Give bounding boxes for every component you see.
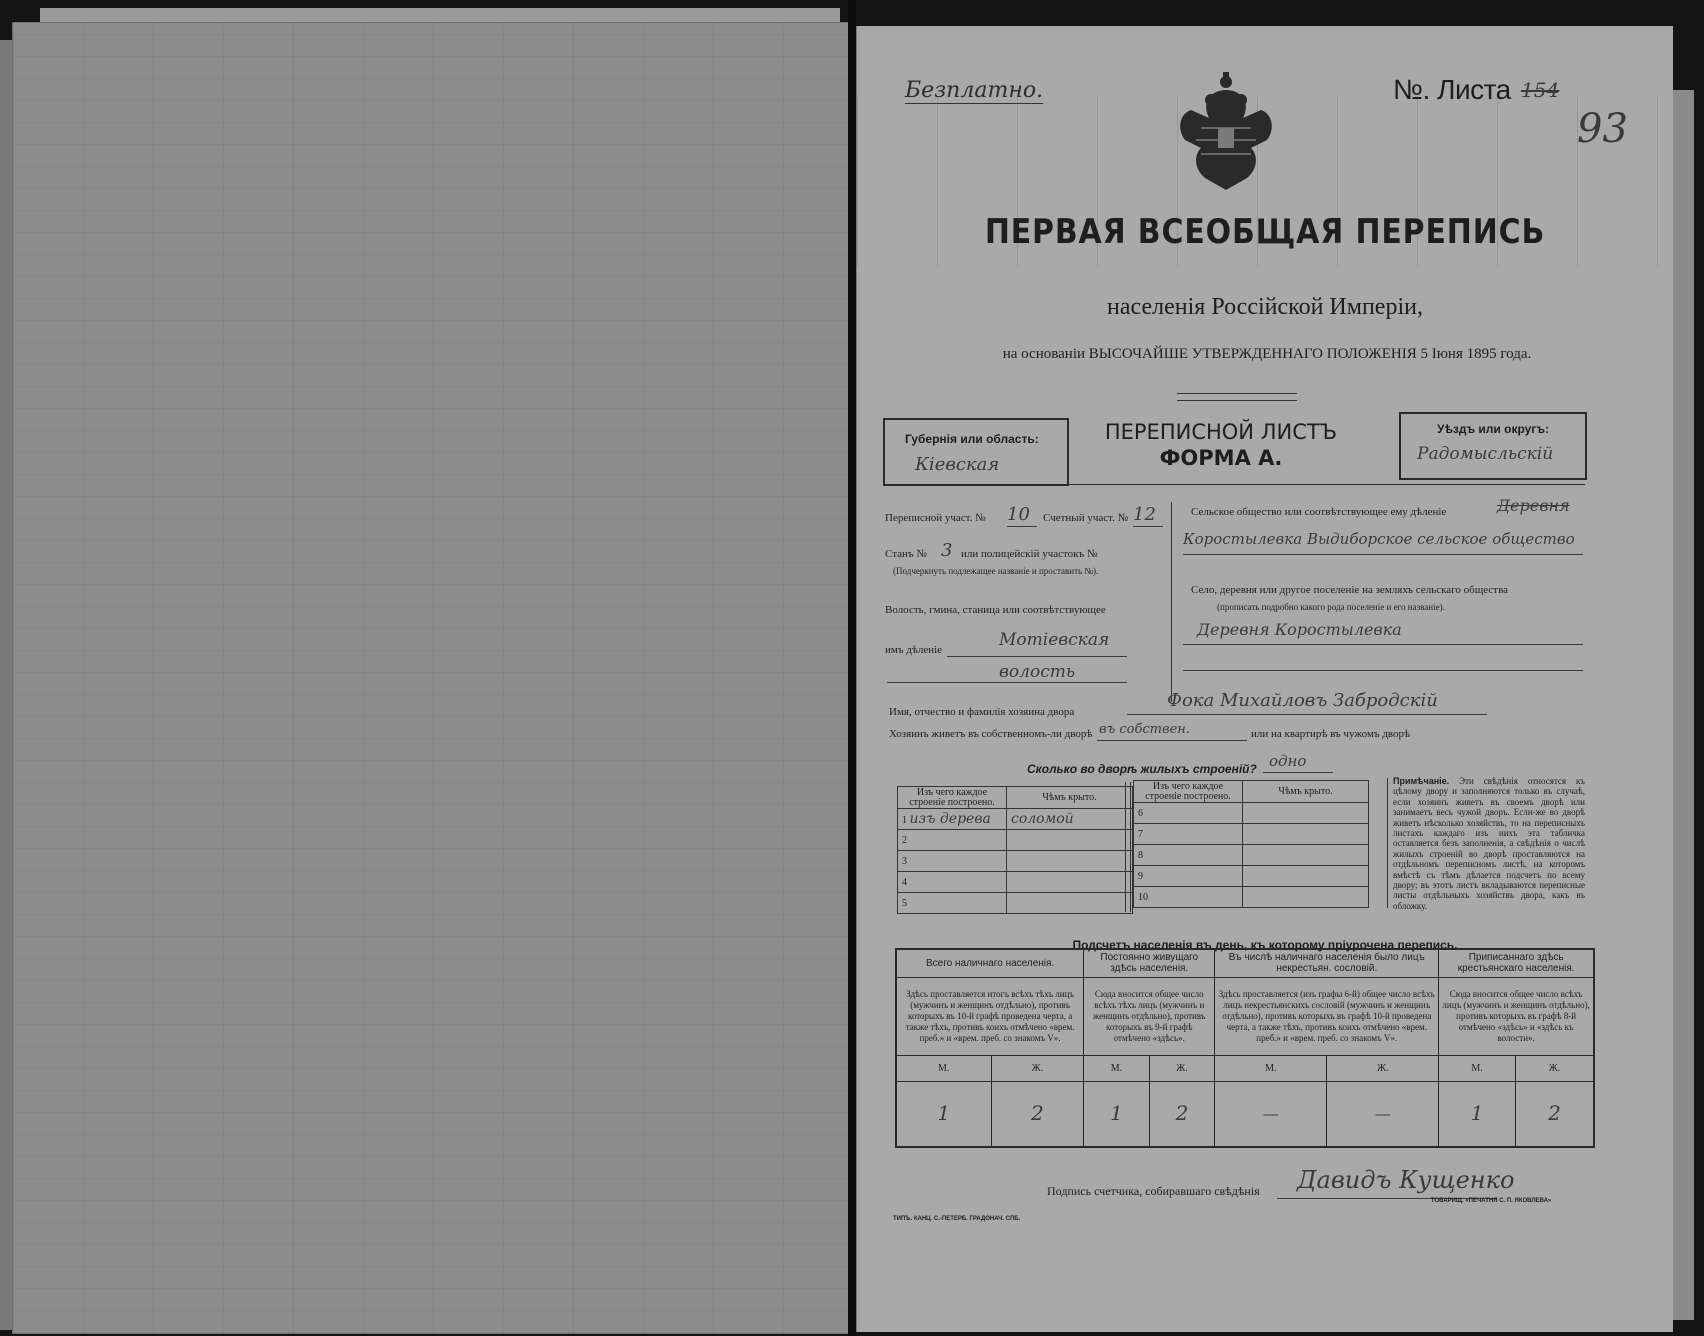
buildings-table-left	[897, 786, 1133, 914]
count-head-2: Постоянно живущаго здѣсь населенія.	[1084, 949, 1215, 977]
subtitle: населенія Россійской Имперіи,	[1107, 294, 1423, 320]
buildings-count-line	[1263, 772, 1333, 773]
census-section-label: Переписной участ. №	[885, 512, 986, 524]
count-m-label-3: М.	[1215, 1055, 1327, 1081]
volost-value: Мотіевская	[999, 630, 1110, 650]
society-value-struck: Деревня	[1497, 496, 1570, 515]
owner-name-label: Имя, отчество и фамилія хозяина двора	[889, 706, 1075, 718]
main-title: ПЕРВАЯ ВСЕОБЩАЯ ПЕРЕПИСЬ	[984, 212, 1546, 252]
note-block	[1393, 776, 1585, 911]
note-text: Эти свѣдѣнія относятся къ цѣлому двору и заполняются только въ случаѣ, если хозяинъ живетъ въ своемъ дворѣ или занимаетъ весь чужой дворъ. Если-же во дворѣ живетъ нѣсколько хозяйствъ, то на переписныхъ листахъ каждаго изъ нихъ эта табличка оставляется безъ заполненія, а свѣдѣнія о числѣ жилыхъ строеній во дворѣ проставляются на отдѣльномъ переписномъ листѣ, на которомъ вмѣстѣ съ тѣмъ дѣлается подсчетъ по всему двору; въ этотъ листъ вкладываются переписные листы отдѣльныхъ хозяйствъ двора, какъ въ обложку.	[1393, 776, 1586, 911]
table-row: 2	[898, 830, 1133, 851]
stan-note: (Подчеркнуть подлежащее названіе и проставить №).	[893, 566, 1099, 576]
stan-label: Станъ №	[885, 548, 927, 560]
volost-line-1	[947, 656, 1127, 657]
census-section-line	[1007, 526, 1037, 527]
owner-lives-line	[1097, 740, 1247, 741]
table-row: 7	[1134, 824, 1369, 845]
owner-name-line	[1127, 714, 1487, 715]
count-f-value-4: 2	[1515, 1081, 1594, 1147]
free-label: Безплатно.	[905, 78, 1044, 103]
form-subtitle: ФОРМА А.	[1159, 446, 1283, 470]
district-value: Радомысльскій	[1417, 444, 1554, 464]
owner-lives-label: Хозяинъ живетъ въ собственномъ-ли дворѣ	[889, 728, 1093, 740]
enumerator-signature: Давидъ Кущенко	[1297, 1166, 1515, 1194]
table-row: 9	[1134, 866, 1369, 887]
police-label: или полицейскій участокъ №	[961, 548, 1098, 560]
district-label: Уѣздъ или округъ:	[1437, 422, 1550, 436]
col-roof-header: Чѣмъ крыто.	[1007, 787, 1133, 809]
count-f-value-2: 2	[1149, 1081, 1215, 1147]
count-desc-2: Сюда вносится общее число всѣхъ тѣхъ лицъ (мужчинъ и женщинъ отдѣльно), противъ которыхъ въ 9-й графѣ отмѣчено «здѣсь».	[1084, 977, 1215, 1055]
count-desc-3: Здѣсь проставляется (изъ графы 6-й) общее число всѣхъ лицъ некрестьянскихъ сословій (мужчинъ и женщинъ отдѣльно), противъ которыхъ въ графѣ 10-й проведена черта, а также тѣхъ, противъ коихъ отмѣчено «врем. преб.» и «врем. преб. со знакомъ V».	[1215, 977, 1439, 1055]
counting-section-value: 12	[1133, 504, 1156, 525]
note-label: Примѣчаніе.	[1393, 776, 1450, 786]
count-f-value-3: —	[1327, 1081, 1439, 1147]
village-line-2	[1183, 670, 1583, 671]
table-row: 10	[1134, 887, 1369, 908]
count-desc-1: Здѣсь проставляется итогъ всѣхъ тѣхъ лицъ (мужчинъ и женщинъ отдѣльно), противъ которыхъ въ 10-й графѣ проведена черта, а также тѣхъ, противъ коихъ отмѣчено «врем. преб.» и «врем. преб. со знакомъ V».	[896, 977, 1084, 1055]
buildings-table-right	[1133, 780, 1369, 908]
count-m-value-1: 1	[896, 1081, 991, 1147]
header-divider	[1067, 418, 1069, 484]
count-m-label-2: М.	[1084, 1055, 1150, 1081]
form-title: ПЕРЕПИСНОЙ ЛИСТЪ	[1104, 420, 1338, 444]
volost-label-2: имъ дѣленіе	[885, 644, 943, 656]
province-label: Губернія или область:	[905, 432, 1039, 446]
signature-label: Подпись счетчика, собиравшаго свѣдѣнія	[1047, 1184, 1260, 1198]
table-row: 5	[898, 893, 1133, 914]
owner-lives-alt: или на квартирѣ въ чужомъ дворѣ	[1251, 728, 1411, 740]
population-count-table	[895, 948, 1595, 1148]
village-line-1	[1183, 644, 1583, 645]
province-box	[883, 418, 1069, 486]
bleed-through-grid	[13, 23, 849, 1333]
ornament-divider	[1177, 393, 1297, 401]
archive-folio-number: 93	[1577, 106, 1628, 152]
society-value: Коростылевка Выдиборское сельское общество	[1183, 530, 1575, 548]
table-row: 1 изъ дерева соломой	[898, 809, 1133, 830]
district-box	[1399, 412, 1587, 480]
count-head-1: Всего наличнаго населенія.	[896, 949, 1084, 977]
sheet-number-value: 154	[1521, 78, 1560, 102]
left-blank-page	[12, 22, 850, 1334]
underlying-pages	[1670, 90, 1694, 1320]
table-row: 6	[1134, 803, 1369, 824]
count-m-value-2: 1	[1084, 1081, 1150, 1147]
legal-basis: на основаніи ВЫСОЧАЙШЕ УТВЕРЖДЕННАГО ПОЛОЖЕНІЯ 5 Іюня 1895 года.	[1002, 346, 1532, 362]
buildings-count-label: Сколько во дворѣ жилыхъ строеній?	[1027, 762, 1257, 776]
count-title: Подсчетъ населенія въ день, къ которому пріурочена перепись.	[1072, 938, 1458, 952]
census-section-value: 10	[1007, 504, 1030, 525]
count-m-label-4: М.	[1439, 1055, 1516, 1081]
count-f-label-2: Ж.	[1149, 1055, 1215, 1081]
note-divider	[1387, 778, 1388, 908]
volost-value-2: волость	[999, 662, 1076, 682]
counting-section-label: Счетный участ. №	[1043, 512, 1129, 524]
count-f-label-1: Ж.	[991, 1055, 1084, 1081]
count-head-4: Приписаннаго здѣсь крестьянскаго населенія.	[1439, 949, 1594, 977]
count-f-label-3: Ж.	[1327, 1055, 1439, 1081]
society-line	[1183, 554, 1583, 555]
village-value: Деревня Коростылевка	[1197, 620, 1402, 639]
count-f-label-4: Ж.	[1515, 1055, 1594, 1081]
owner-name-value: Фока Михайловъ Забродскій	[1167, 690, 1438, 711]
volost-label: Волость, гмина, станица или соотвѣтствующее	[885, 604, 1106, 616]
count-m-label-1: М.	[896, 1055, 991, 1081]
village-note: (прописать подробно какого рода поселеніе и его названіе).	[1217, 602, 1445, 612]
buildings-count-value: одно	[1269, 752, 1307, 770]
counting-section-line	[1133, 526, 1163, 527]
table-row: 4	[898, 872, 1133, 893]
field-column-divider	[1171, 502, 1172, 702]
count-m-value-3: —	[1215, 1081, 1327, 1147]
col-material-header: Изъ чего каждое строеніе построено.	[898, 787, 1007, 809]
count-head-3: Въ числѣ наличнаго населенія было лицъ некрестьян. сословій.	[1215, 949, 1439, 977]
col-roof-header-2: Чѣмъ крыто.	[1243, 781, 1369, 803]
stan-value: 3	[941, 540, 953, 561]
header-rule	[883, 484, 1585, 485]
society-label: Сельское общество или соотвѣтствующее ему дѣленіе	[1191, 506, 1447, 518]
volost-line-2	[887, 682, 1127, 683]
count-f-value-1: 2	[991, 1081, 1084, 1147]
province-value: Кіевская	[915, 454, 1000, 475]
tables-double-rule	[1125, 782, 1131, 912]
printer-imprint-left: ТИПЪ. КАНЦ. С.-ПЕТЕРБ. ГРАДОНАЧ. СПБ.	[893, 1216, 1021, 1222]
table-row: 8	[1134, 845, 1369, 866]
count-m-value-4: 1	[1439, 1081, 1516, 1147]
count-desc-4: Сюда вносится общее число всѣхъ лицъ (мужчинъ и женщинъ отдѣльно), противъ которыхъ въ графѣ 8-й отмѣчено «здѣсь» и «здѣсь къ волости».	[1439, 977, 1594, 1055]
printer-imprint-right: ТОВАРИЩ. «ПЕЧАТНЯ С. П. ЯКОВЛЕВА»	[1431, 1198, 1552, 1204]
table-row: 3	[898, 851, 1133, 872]
col-material-header-2: Изъ чего каждое строеніе построено.	[1134, 781, 1243, 803]
sheet-number-label: №. Листа	[1393, 74, 1511, 105]
book-spine	[848, 0, 856, 1336]
village-label: Село, деревня или другое поселеніе на земляхъ сельскаго общества	[1191, 584, 1509, 596]
census-form-page	[856, 26, 1673, 1332]
owner-lives-value: въ собствен.	[1099, 722, 1190, 737]
